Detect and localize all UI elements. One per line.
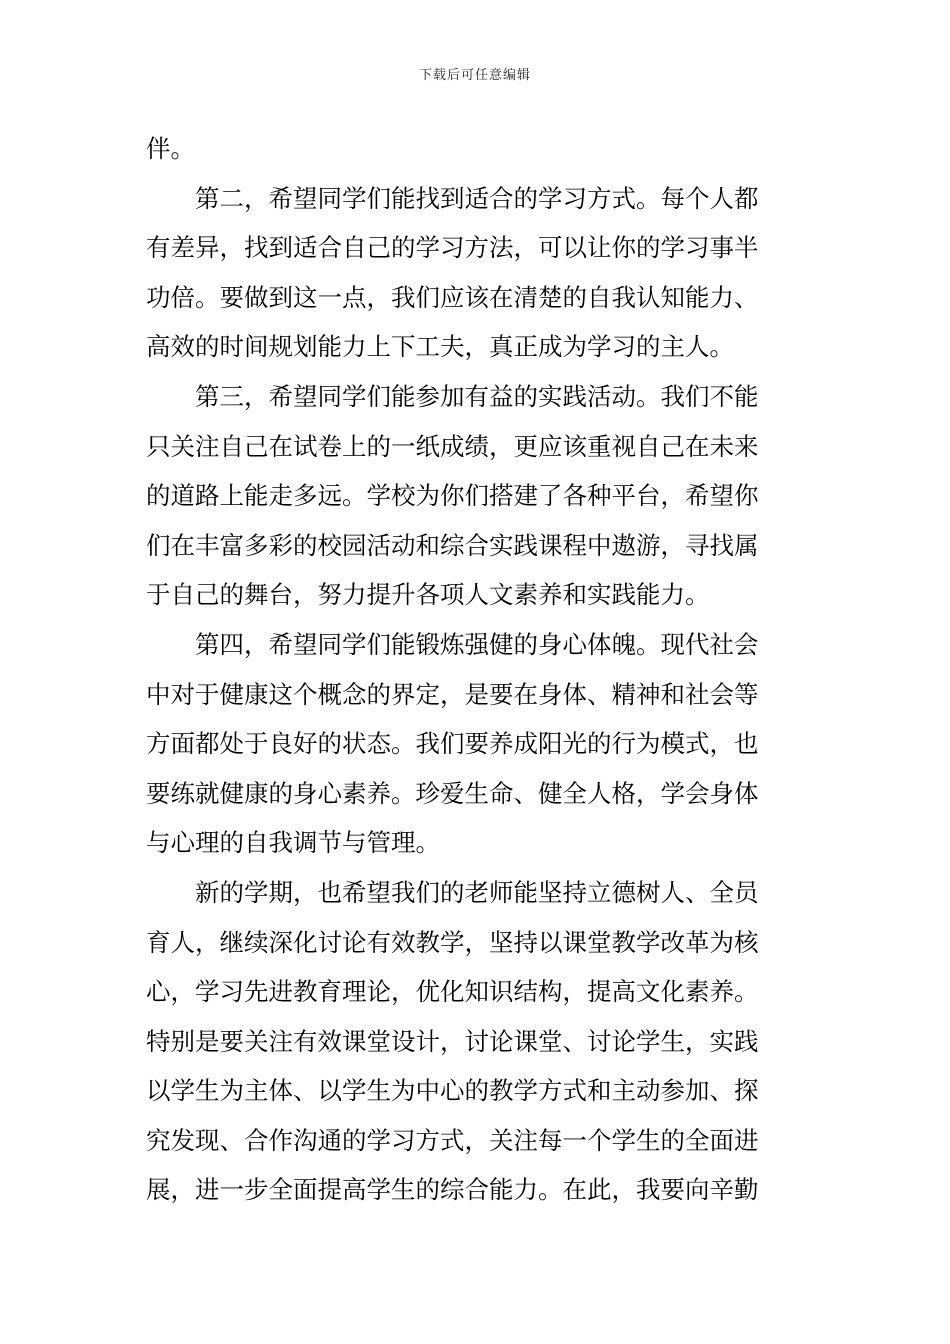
text-line: 与心理的自我调节与管理。: [146, 828, 440, 858]
text-line: 中对于健康这个概念的界定，是要在身体、精神和社会等: [146, 679, 759, 709]
text-line: 方面都处于良好的状态。我们要养成阳光的行为模式，也: [146, 729, 759, 759]
page-header: 下载后可任意编辑: [418, 68, 531, 83]
text-line: 新的学期，也希望我们的老师能坚持立德树人、全员: [195, 877, 759, 907]
text-line: 们在丰富多彩的校园活动和综合实践课程中遨游，寻找属: [146, 530, 759, 560]
paragraph-5: [146, 868, 816, 1215]
paragraph-3: [146, 372, 816, 620]
text-line: 心，学习先进教育理论，优化知识结构，提高文化素养。: [146, 977, 759, 1007]
paragraph-2: [146, 174, 816, 372]
text-line: 功倍。要做到这一点，我们应该在清楚的自我认知能力、: [146, 282, 759, 312]
text-line: 于自己的舞台，努力提升各项人文素养和实践能力。: [146, 580, 710, 610]
text-line: 伴。: [146, 134, 195, 163]
text-line: 展，进一步全面提高学生的综合能力。在此，我要向辛勤: [146, 1175, 759, 1205]
text-line: 第二，希望同学们能找到适合的学习方式。每个人都: [195, 183, 759, 213]
text-line: 只关注自己在试卷上的一纸成绩，更应该重视自己在未来: [146, 431, 759, 461]
text-line: 究发现、合作沟通的学习方式，关注每一个学生的全面进: [146, 1125, 759, 1155]
text-line: 以学生为主体、以学生为中心的教学方式和主动参加、探: [146, 1076, 759, 1106]
text-line: 的道路上能走多远。学校为你们搭建了各种平台，希望你: [146, 481, 759, 511]
document-body: [146, 124, 816, 1215]
text-line: 有差异，找到适合自己的学习方法，可以让你的学习事半: [146, 233, 759, 263]
text-line: 特别是要关注有效课堂设计，讨论课堂、讨论学生，实践: [146, 1026, 759, 1056]
paragraph-1: [146, 124, 816, 174]
text-line: 高效的时间规划能力上下工夫，真正成为学习的主人。: [146, 332, 734, 362]
paragraph-4: [146, 620, 816, 868]
text-line: 第四，希望同学们能锻炼强健的身心体魄。现代社会: [195, 629, 759, 659]
text-line: 要练就健康的身心素养。珍爱生命、健全人格，学会身体: [146, 778, 759, 808]
text-line: 育人，继续深化讨论有效教学，坚持以课堂教学改革为核: [146, 927, 759, 957]
text-line: 第三，希望同学们能参加有益的实践活动。我们不能: [195, 381, 759, 411]
